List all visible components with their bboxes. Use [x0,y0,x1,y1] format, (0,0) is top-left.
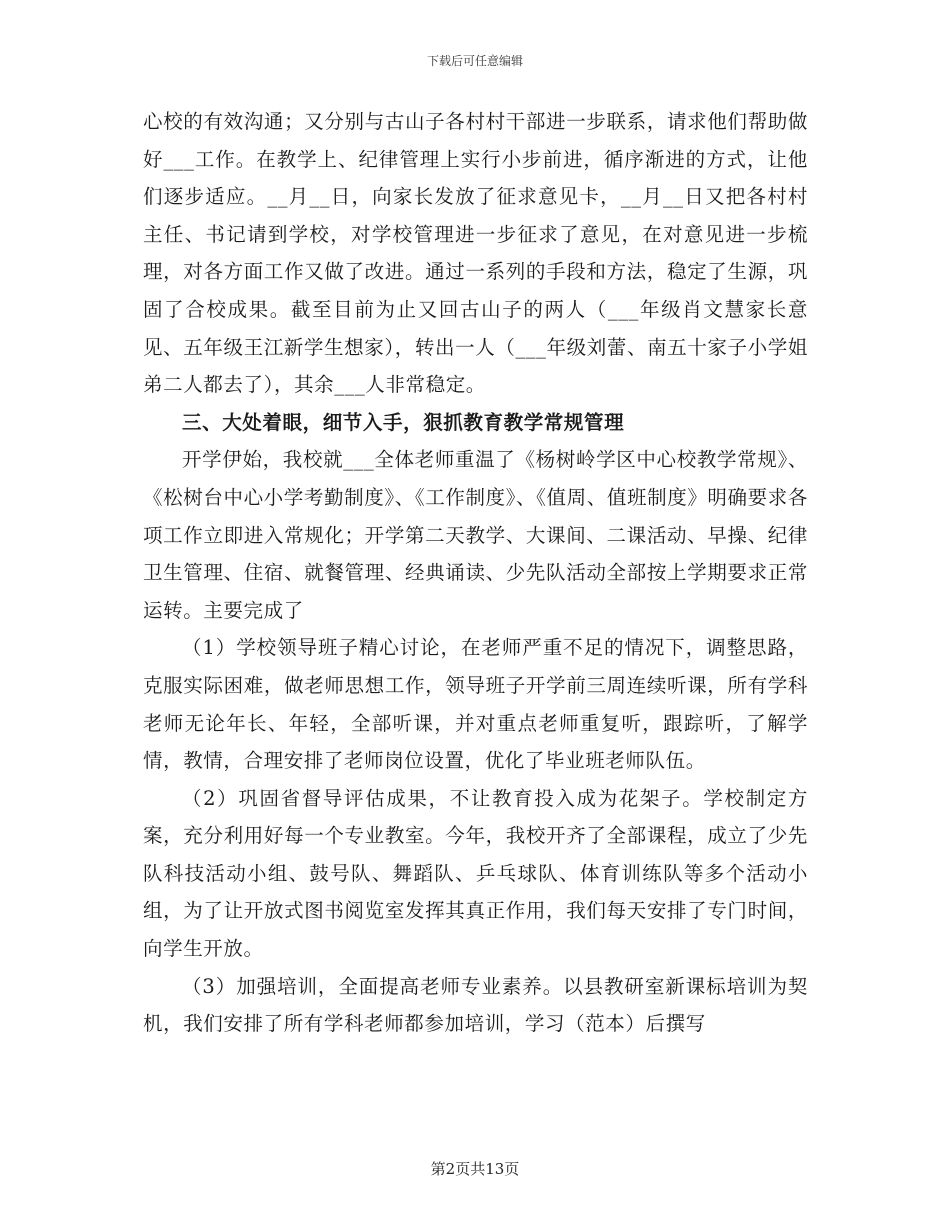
paragraph-item-2: （2）巩固省督导评估成果，不让教育投入成为花架子。学校制定方案，充分利用好每一个专业教室。今年，我校开齐了全部课程，成立了少先队科技活动小组、鼓号队、舞蹈队、乒乓球队、体育训练队等多个活动小组，为了让开放式图书阅览室发挥其真正作用，我们每天安排了专门时间，向学生开放。 [143,786,808,961]
paragraph-routine-management: 开学伊始，我校就___全体老师重温了《杨树岭学区中心校教学常规》、《松树台中心小学考勤制度》、《工作制度》、《值周、值班制度》明确要求各项工作立即进入常规化；开学第二天教学、大课间、二课活动、早操、纪律卫生管理、住宿、就餐管理、经典诵读、少先队活动全部按上学期要求正常运转。主要完成了 [143,448,808,622]
paragraph-continuation: 心校的有效沟通；又分别与古山子各村村干部进一步联系，请求他们帮助做好___工作。在教学上、纪律管理上实行小步前进，循序渐进的方式，让他们逐步适应。__月__日，向家长发放了征求意见卡，__月__日又把各村村主任、书记请到学校，对学校管理进一步征求了意见，在对意见进一步梳理，对各方面工作又做了改进。通过一系列的手段和方法，稳定了生源，巩固了合校成果。截至目前为止又回古山子的两人（___年级肖文慧家长意见、五年级王江新学生想家），转出一人（___年级刘蕾、南五十家子小学姐弟二人都去了），其余___人非常稳定。 [143,110,808,397]
document-body [143,103,808,1043]
page-number: 第2页共13页 [430,1160,520,1178]
paragraph-item-1: （1）学校领导班子精心讨论，在老师严重不足的情况下，调整思路，克服实际困难，做老师思想工作，领导班子开学前三周连续听课，所有学科老师无论年长、年轻，全部听课，并对重点老师重复听，跟踪听，了解学情，教情，合理安排了老师岗位设置，优化了毕业班老师队伍。 [143,636,808,773]
section-heading-3: 三、大处着眼，细节入手，狠抓教育教学常规管理 [182,410,625,434]
page-header-note: 下载后可任意编辑 [426,54,523,68]
paragraph-item-3: （3）加强培训，全面提高老师专业素养。以县教研室新课标培训为契机，我们安排了所有学科老师都参加培训，学习（范本）后撰写 [143,974,808,1036]
